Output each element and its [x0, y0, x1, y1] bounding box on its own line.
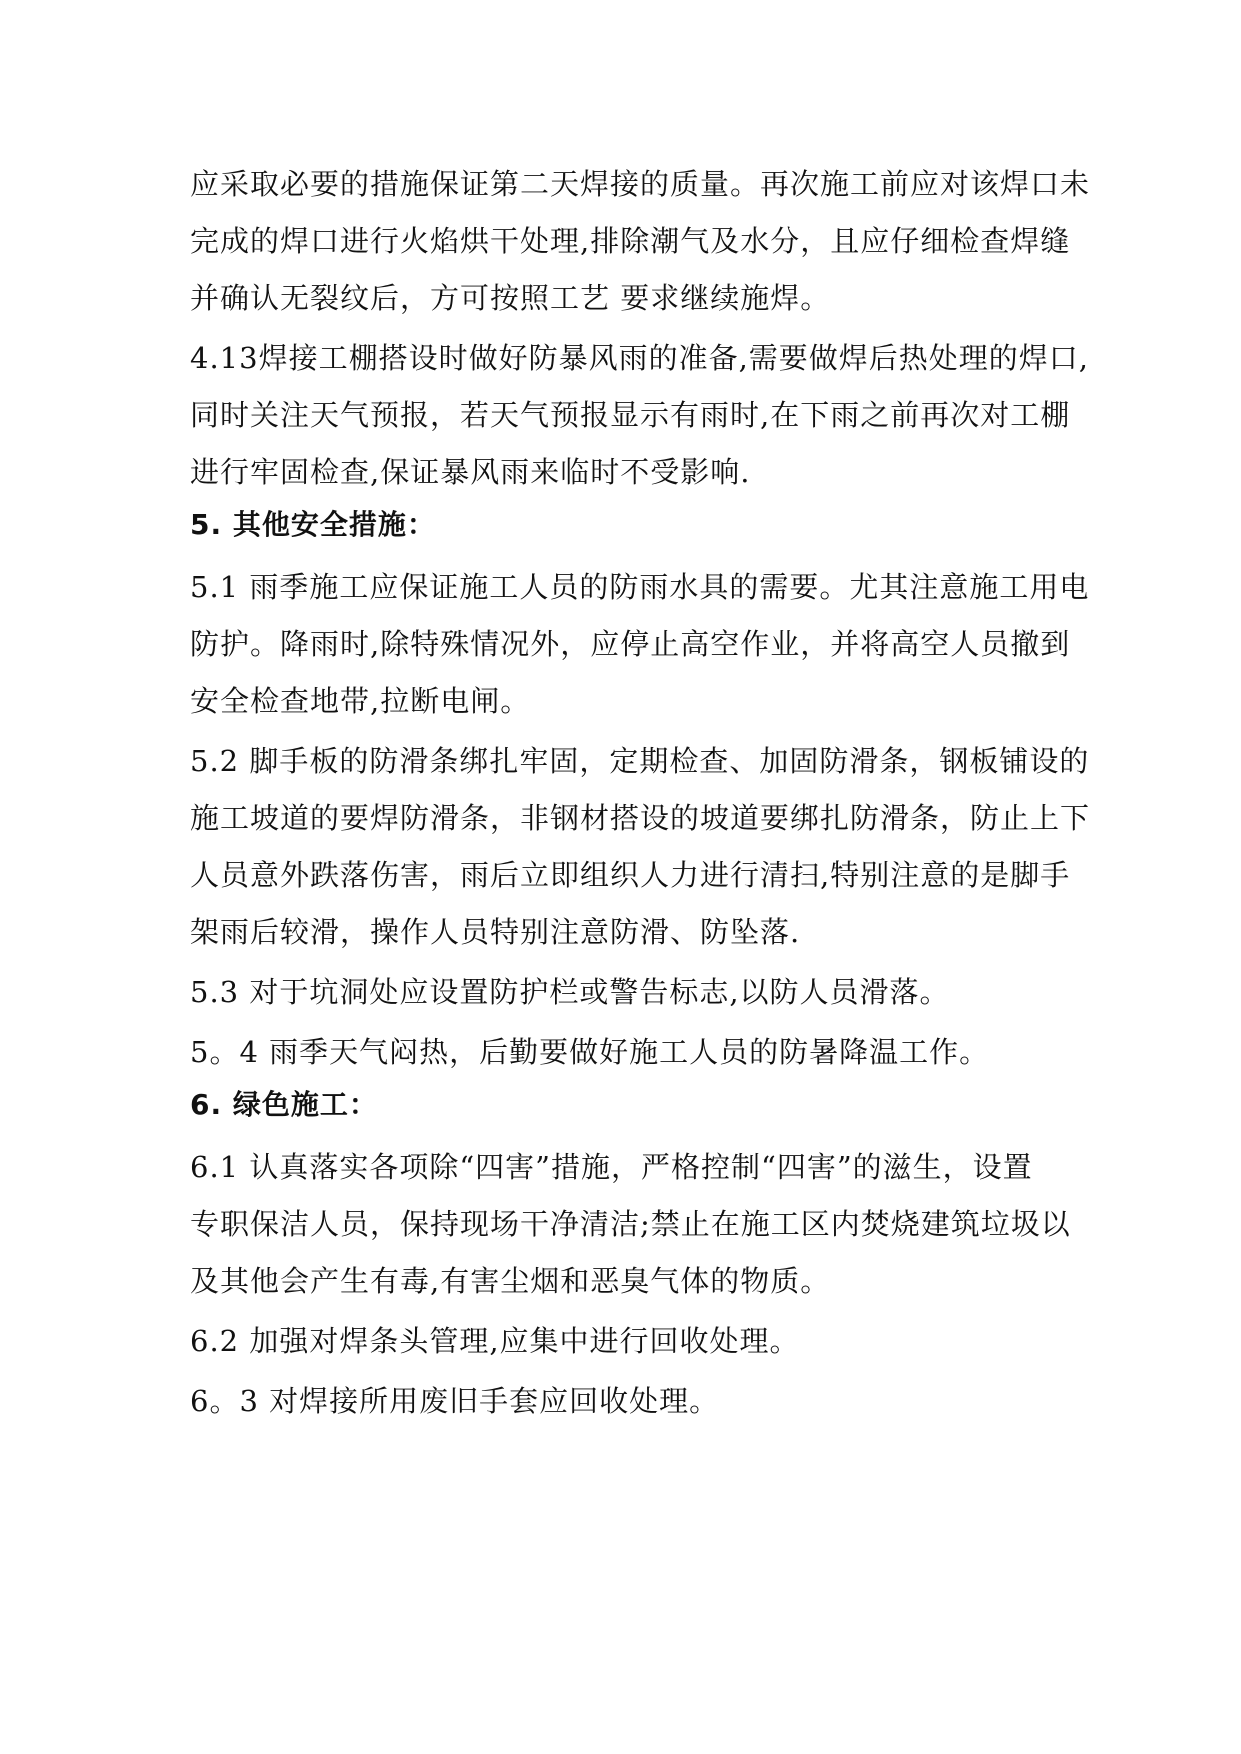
paragraph-6-2: 6.2 加强对焊条头管理,应集中进行回收处理。	[190, 1324, 800, 1358]
text-line: 并确认无裂纹后，方可按照工艺 要求继续施焊。	[190, 281, 831, 315]
text-line: 进行牢固检查,保证暴风雨来临时不受影响.	[190, 455, 751, 489]
text-line: 4.13焊接工棚搭设时做好防暴风雨的准备,需要做焊后热处理的焊口,	[190, 341, 1090, 375]
text-line: 及其他会产生有毒,有害尘烟和恶臭气体的物质。	[190, 1264, 831, 1298]
text-line: 完成的焊口进行火焰烘干处理,排除潮气及水分，且应仔细检查焊缝	[190, 224, 1071, 258]
text-line: 防护。降雨时,除特殊情况外，应停止高空作业，并将高空人员撤到	[190, 627, 1071, 661]
paragraph-5-3: 5.3 对于坑洞处应设置防护栏或警告标志,以防人员滑落。	[190, 975, 950, 1009]
paragraph-6-3: 6。3 对焊接所用废旧手套应回收处理。	[190, 1384, 720, 1418]
paragraph-6-1	[190, 1139, 1070, 1310]
text-line: 5.1 雨季施工应保证施工人员的防雨水具的需要。尤其注意施工用电	[190, 570, 1090, 604]
paragraph-5-2	[190, 733, 1091, 961]
text-line: 人员意外跌落伤害，雨后立即组织人力进行清扫,特别注意的是脚手	[190, 858, 1071, 892]
section-heading-5: 5. 其他安全措施：	[190, 508, 436, 541]
text-line: 安全检查地带,拉断电闸。	[190, 684, 531, 718]
text-line: 专职保洁人员，保持现场干净清洁;禁止在施工区内焚烧建筑垃圾以	[190, 1207, 1071, 1241]
section-heading-6: 6. 绿色施工：	[190, 1088, 378, 1121]
paragraph-5-4: 5。4 雨季天气闷热，后勤要做好施工人员的防暑降温工作。	[190, 1035, 990, 1069]
text-line: 同时关注天气预报，若天气预报显示有雨时,在下雨之前再次对工棚	[190, 398, 1071, 432]
text-line: 施工坡道的要焊防滑条，非钢材搭设的坡道要绑扎防滑条，防止上下	[190, 801, 1091, 835]
text-line: 5.2 脚手板的防滑条绑扎牢固，定期检查、加固防滑条，钢板铺设的	[190, 744, 1090, 778]
paragraph-5-1	[190, 559, 1090, 730]
text-line: 应采取必要的措施保证第二天焊接的质量。再次施工前应对该焊口未	[190, 167, 1091, 201]
paragraph-4-13	[190, 330, 1090, 501]
text-line: 6.1 认真落实各项除“四害”措施，严格控制“四害”的滋生，设置	[190, 1150, 1033, 1184]
document-body	[190, 156, 1091, 1430]
text-line: 架雨后较滑，操作人员特别注意防滑、防坠落.	[190, 915, 801, 949]
paragraph-continuation	[190, 156, 1091, 327]
